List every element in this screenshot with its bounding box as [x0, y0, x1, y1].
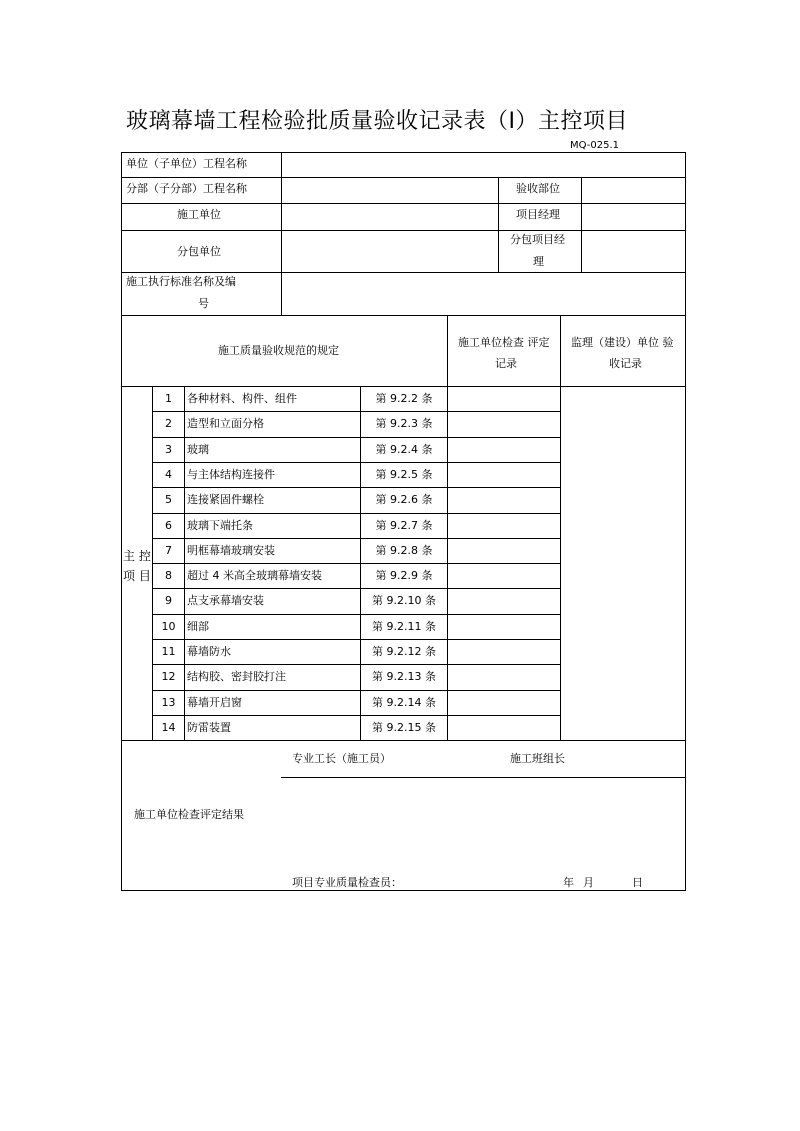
- construction-unit-label: 施工单位: [177, 208, 221, 221]
- item-number: 6: [165, 519, 172, 532]
- construction-check-header-cont: 记录: [495, 357, 517, 370]
- project-manager-label: 项目经理: [516, 208, 560, 221]
- unit-project-label: 单位（子单位）工程名称: [126, 157, 247, 170]
- item-number: 11: [161, 645, 176, 658]
- item-name: 超过 4 米高全玻璃幕墙安装: [187, 569, 322, 582]
- item-number: 14: [161, 721, 176, 734]
- item-number: 4: [165, 468, 172, 481]
- item-number: 8: [165, 569, 172, 582]
- construction-check-cell[interactable]: [448, 615, 560, 639]
- date-year-label: 年: [563, 876, 574, 889]
- supervision-header-cont: 收记录: [609, 357, 642, 370]
- item-number: 2: [165, 417, 172, 430]
- row-divider: [121, 315, 686, 316]
- row-divider: [281, 777, 686, 778]
- subcontract-manager-label-cont: 理: [533, 255, 544, 268]
- form-code: MQ-025.1: [570, 140, 620, 151]
- standard-label: 施工执行标准名称及编: [126, 275, 236, 288]
- construction-check-cell[interactable]: [448, 691, 560, 715]
- col-divider: [281, 152, 282, 315]
- item-name: 连接紧固件螺栓: [187, 493, 264, 506]
- item-clause: 第 9.2.6 条: [375, 493, 433, 506]
- item-name: 玻璃下端托条: [187, 519, 253, 532]
- item-number: 13: [161, 696, 176, 709]
- acceptance-part-label: 验收部位: [516, 182, 560, 195]
- row-divider: [121, 230, 686, 231]
- construction-check-cell[interactable]: [448, 589, 560, 614]
- item-name: 细部: [187, 620, 209, 633]
- construction-check-cell[interactable]: [448, 412, 560, 437]
- construction-check-cell[interactable]: [448, 564, 560, 588]
- check-result-label: 施工单位检查评定结果: [134, 808, 244, 821]
- item-clause: 第 9.2.4 条: [375, 443, 433, 456]
- item-name: 明框幕墙玻璃安装: [187, 544, 275, 557]
- row-divider: [121, 272, 686, 273]
- sub-project-label: 分部（子分部）工程名称: [126, 182, 247, 195]
- construction-check-cell[interactable]: [448, 387, 560, 411]
- table-border-top: [121, 152, 686, 153]
- item-name: 与主体结构连接件: [187, 468, 275, 481]
- table-border-right: [685, 152, 686, 891]
- item-clause: 第 9.2.13 条: [372, 670, 436, 683]
- item-clause: 第 9.2.12 条: [372, 645, 436, 658]
- supervision-header: 监理（建设）单位 验: [571, 336, 674, 349]
- item-clause: 第 9.2.7 条: [375, 519, 433, 532]
- construction-check-cell[interactable]: [448, 539, 560, 563]
- item-clause: 第 9.2.11 条: [372, 620, 436, 633]
- spec-column-header: 施工质量验收规范的规定: [218, 344, 339, 357]
- construction-check-cell[interactable]: [448, 488, 560, 513]
- item-name: 防雷装置: [187, 721, 231, 734]
- item-clause: 第 9.2.8 条: [375, 544, 433, 557]
- item-name: 幕墙开启窗: [187, 696, 242, 709]
- item-number: 5: [165, 493, 172, 506]
- row-divider: [121, 203, 686, 204]
- row-divider: [121, 386, 686, 387]
- construction-check-cell[interactable]: [448, 514, 560, 538]
- item-clause: 第 9.2.5 条: [375, 468, 433, 481]
- table-border-bottom: [121, 890, 686, 891]
- date-day-label: 日: [632, 876, 643, 889]
- item-number: 9: [165, 594, 172, 607]
- item-name: 幕墙防水: [187, 645, 231, 658]
- table-border-left: [121, 152, 122, 891]
- item-clause: 第 9.2.14 条: [372, 696, 436, 709]
- main-control-group-label: 主 控: [123, 549, 151, 563]
- col-divider: [498, 177, 499, 272]
- main-control-group-label-cont: 项 目: [123, 569, 151, 583]
- item-clause: 第 9.2.15 条: [372, 721, 436, 734]
- item-number: 3: [165, 443, 172, 456]
- construction-check-cell[interactable]: [448, 640, 560, 664]
- construction-check-cell[interactable]: [448, 463, 560, 487]
- item-clause: 第 9.2.9 条: [375, 569, 433, 582]
- item-name: 各种材料、构件、组件: [187, 392, 297, 405]
- item-clause: 第 9.2.3 条: [375, 417, 433, 430]
- construction-check-cell[interactable]: [448, 438, 560, 462]
- item-name: 点支承幕墙安装: [187, 594, 264, 607]
- item-name: 造型和立面分格: [187, 417, 264, 430]
- item-number: 10: [161, 620, 176, 633]
- item-number: 7: [165, 544, 172, 557]
- foreman-label: 专业工长（施工员）: [292, 752, 391, 765]
- item-number: 12: [161, 670, 176, 683]
- page-title: 玻璃幕墙工程检验批质量验收记录表（I）主控项目: [126, 109, 628, 134]
- date-month-label: 月: [583, 876, 594, 889]
- col-divider: [581, 177, 582, 272]
- item-name: 结构胶、密封胶打注: [187, 670, 286, 683]
- item-clause: 第 9.2.2 条: [375, 392, 433, 405]
- subcontract-unit-label: 分包单位: [177, 245, 221, 258]
- row-divider: [121, 740, 686, 741]
- quality-inspector-label: 项目专业质量检查员：: [292, 876, 402, 889]
- construction-check-header: 施工单位检查 评定: [458, 336, 550, 349]
- item-name: 玻璃: [187, 443, 209, 456]
- construction-check-cell[interactable]: [448, 716, 560, 740]
- team-leader-label: 施工班组长: [510, 752, 565, 765]
- col-divider: [560, 315, 561, 740]
- row-divider: [121, 177, 686, 178]
- item-clause: 第 9.2.10 条: [372, 594, 436, 607]
- standard-label-cont: 号: [198, 297, 209, 310]
- subcontract-manager-label: 分包项目经: [510, 233, 565, 246]
- item-number: 1: [165, 392, 172, 405]
- construction-check-cell[interactable]: [448, 665, 560, 690]
